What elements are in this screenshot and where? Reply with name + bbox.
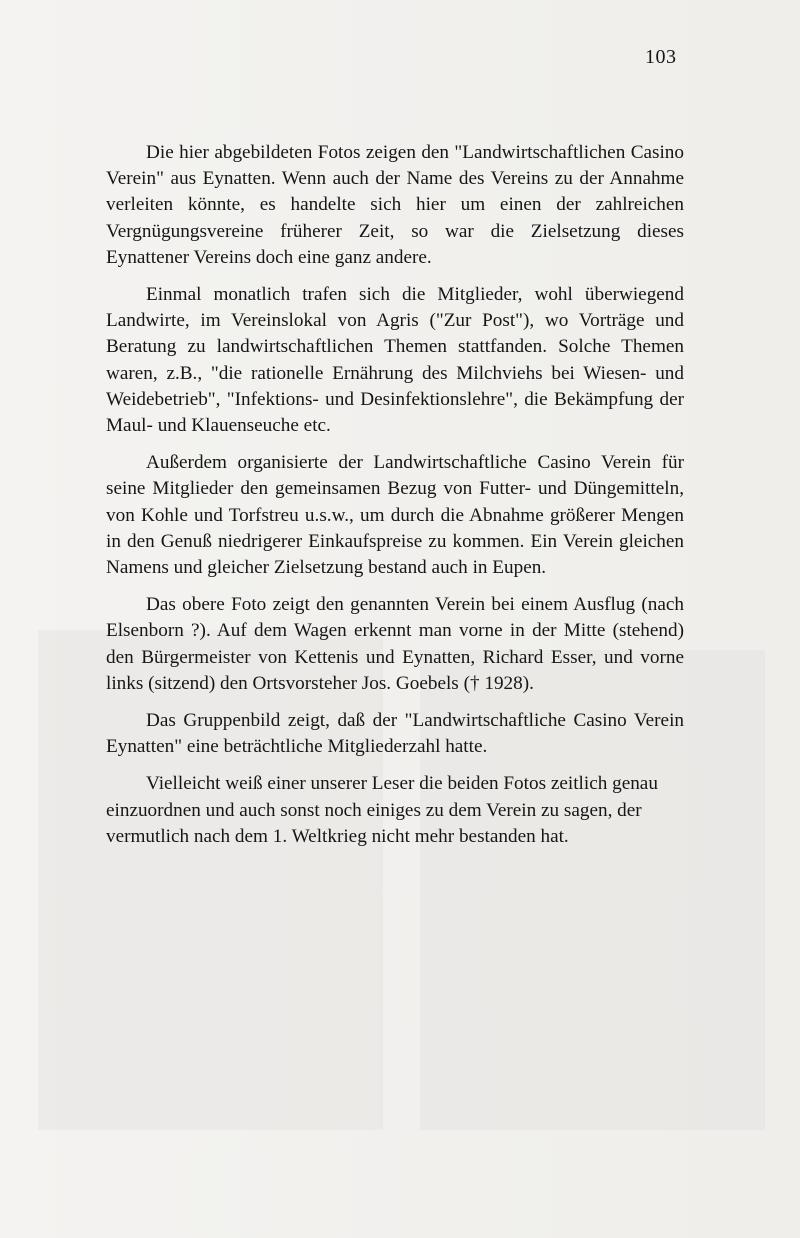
article-body — [106, 140, 684, 861]
paragraph-upper-photo: Das obere Foto zeigt den genannten Verein bei einem Ausflug (nach Elsenborn ?). Auf dem Wagen erkennt man vorne in der Mitte (stehend) den Bürgermeister von Kettenis und Eynatten, Richard Esser, und vorne links (sitzend) den Ortsvorsteher Jos. Goebels († 1928). — [106, 594, 684, 694]
paragraph-group-photo: Das Gruppenbild zeigt, daß der "Landwirtschaftliche Casino Verein Eynatten" eine beträchtliche Mitgliederzahl hatte. — [106, 710, 684, 758]
paragraph-meetings: Einmal monatlich trafen sich die Mitglieder, wohl überwiegend Landwirte, im Vereinslokal von Agris ("Zur Post"), wo Vorträge und Beratung zu landwirtschaftlichen Themen stattfanden. Solche Themen waren, z.B., "die rationelle Ernährung des Milchviehs bei Wiesen- und Weidebetrieb", "Infektions- und Desinfektionslehre", die Bekämpfung der Maul- und Klauenseuche etc. — [106, 284, 684, 437]
paragraph-reader-request: Vielleicht weiß einer unserer Leser die beiden Fotos zeitlich genau einzuordnen und auch sonst noch einiges zu dem Verein zu sagen, der vermutlich nach dem 1. Weltkrieg nicht mehr bestanden hat. — [106, 773, 658, 847]
paragraph-intro: Die hier abgebildeten Fotos zeigen den "Landwirtschaftlichen Casino Verein" aus Eynatten. Wenn auch der Name des Vereins zu der Annahme verleiten könnte, es handelte sich hier um einen der zahlreichen Vergnügungsvereine früherer Zeit, so war die Zielsetzung dieses Eynattener Vereins doch eine ganz andere. — [106, 142, 684, 268]
page-number: 103 — [645, 46, 677, 68]
paragraph-purchasing: Außerdem organisierte der Landwirtschaftliche Casino Verein für seine Mitglieder den gemeinsamen Bezug von Futter- und Düngemitteln, von Kohle und Torfstreu u.s.w., um durch die Abnahme größerer Mengen in den Genuß niedrigerer Einkaufspreise zu kommen. Ein Verein gleichen Namens und gleicher Zielsetzung bestand auch in Eupen. — [106, 452, 684, 579]
